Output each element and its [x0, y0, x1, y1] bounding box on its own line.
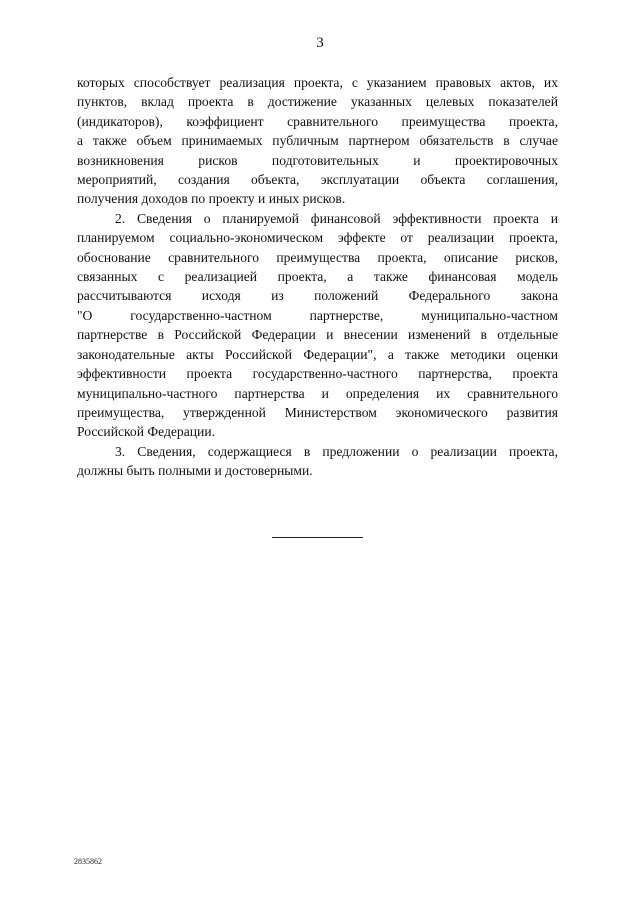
text-line: "О государственно-частном партнерстве, муниципально-частном: [77, 307, 558, 323]
text-line: муниципально-частного партнерства и определения их сравнительного: [77, 385, 558, 401]
text-line: а также объем принимаемых публичным партнером обязательств в случае: [77, 133, 558, 149]
end-divider-line: [272, 537, 363, 538]
text-line: партнерстве в Российской Федерации и внесении изменений в отдельные: [77, 327, 558, 343]
document-code: 2835862: [74, 857, 102, 866]
text-line: (индикаторов), коэффициент сравнительного преимущества проекта,: [77, 113, 558, 129]
text-line: мероприятий, создания объекта, эксплуатации объекта соглашения,: [77, 172, 558, 188]
text-line: пунктов, вклад проекта в достижение указанных целевых показателей: [77, 94, 558, 110]
page-number: 3: [316, 35, 324, 51]
text-line: связанных с реализацией проекта, а также финансовая модель: [77, 269, 558, 285]
text-line: законодательные акты Российской Федерации", а также методики оценки: [77, 346, 558, 362]
paragraph-1: [77, 73, 558, 209]
text-line: которых способствует реализация проекта, с указанием правовых актов, их: [77, 75, 558, 90]
text-line: получения доходов по проекту и иных рисков.: [77, 191, 346, 207]
document-body: [77, 73, 558, 481]
text-line: обоснование сравнительного преимущества проекта, описание рисков,: [77, 249, 558, 265]
text-line: Российской Федерации.: [77, 424, 215, 440]
text-line: планируемом социально-экономическом эффекте от реализации проекта,: [77, 230, 558, 246]
text-line: 3. Сведения, содержащиеся в предложении о реализации проекта,: [115, 443, 558, 459]
text-line: должны быть полными и достоверными.: [77, 463, 313, 479]
paragraph-3: [77, 442, 558, 481]
text-line: возникновения рисков подготовительных и проектировочных: [77, 152, 558, 168]
text-line: эффективности проекта государственно-частного партнерства, проекта: [77, 366, 558, 382]
paragraph-2: [77, 209, 558, 442]
text-line: 2. Сведения о планируемой финансовой эффективности проекта и: [115, 210, 558, 226]
text-line: преимущества, утвержденной Министерством экономического развития: [77, 404, 558, 420]
text-line: рассчитываются исходя из положений Федерального закона: [77, 288, 558, 304]
